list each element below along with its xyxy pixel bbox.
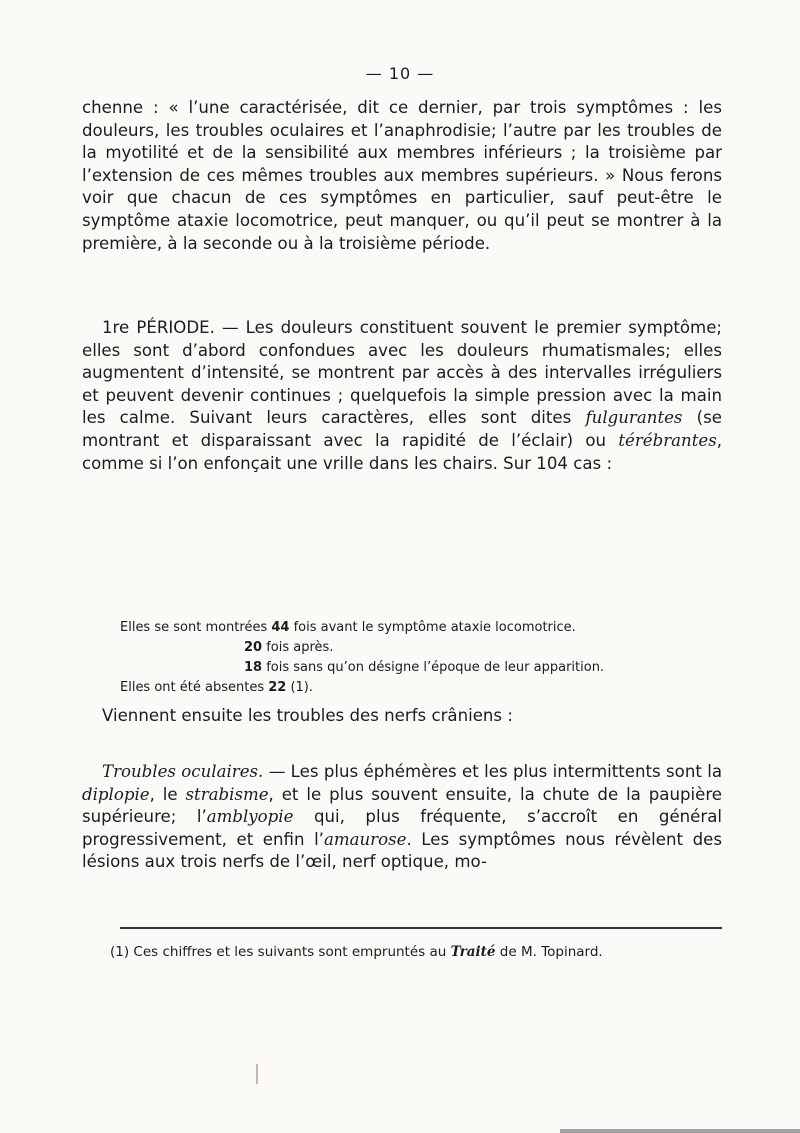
period-text-a: — Les douleurs constituent souvent le premier symptôme; elles sont d’abord confondues avec les douleurs rhumatismales; elles augmentent d’intensité, se montrent par accès à des intervalles irréguliers et peuvent devenir continues ; quelquefois la simple pression avec la main les calme. Suivant leurs caractères, elles sont dites — [82, 318, 722, 428]
paragraph-cranial-nerves — [82, 705, 722, 728]
period-text-c: , comme si l’on enfonçait une vrille dans les chairs. Sur 104 cas : — [82, 430, 722, 473]
term-diplopie: diplopie — [82, 784, 150, 804]
paragraph-cranial-nerves-text: Viennent ensuite les troubles des nerfs crâniens : — [102, 706, 513, 725]
statistics-block — [120, 618, 730, 698]
paragraph-first-period — [82, 317, 722, 475]
paragraph-ocular-troubles: Troubles oculaires. — Les plus éphémères et les plus intermittents sont la diplopie, le strabisme, et le plus souvent ensuite, la chute de la paupière supérieure; l’amblyopie qui, plus fréquente, s’accroît en général progressivement, et enfin l’amaurose. Les symptômes nous révèlent des lésions aux trois nerfs de l’œil, nerf optique, mo- — [82, 762, 722, 872]
period-text-b: (se montrant et disparaissant avec la rapidité de l’éclair) ou — [82, 408, 722, 450]
term-fulgurantes: fulgurantes — [585, 408, 683, 428]
scan-edge-shadow — [560, 1129, 800, 1133]
stat-row: 18 fois sans qu’on désigne l’époque de leur apparition. — [244, 660, 605, 675]
term-amblyopie: amblyopie — [206, 807, 294, 827]
paragraph-intro-text: chenne : « l’une caractérisée, dit ce dernier, par trois symptômes : les douleurs, les troubles oculaires et l’anaphrodisie; l’autre par les troubles de la myotilité et de la sensibilité aux membres inférieurs ; la troisième par l’extension de ces mêmes troubles aux membres supérieurs. » Nous ferons voir que chacun de ces symptômes en particulier, sauf peut-être le symptôme ataxie locomotrice, peut manquer, ou qu’il peut se montrer à la première, à la seconde ou à la troisième période. — [82, 98, 722, 253]
term-terebrantes: térébrantes — [618, 430, 717, 450]
footnote: (1) Ces chiffres et les suivants sont empruntés au Traité de M. Topinard. — [110, 944, 603, 960]
period-heading: 1re PÉRIODE. — [102, 318, 215, 337]
footnote-book-title: Traité — [450, 944, 496, 960]
term-strabisme: strabisme — [185, 784, 269, 804]
term-amaurose: amaurose — [323, 829, 407, 849]
section-heading-ocular: Troubles oculaires. — [102, 762, 264, 781]
stat-row: Elles se sont montrées 44 fois avant le symptôme ataxie locomotrice. — [120, 620, 576, 635]
paragraph-intro — [82, 97, 722, 255]
stat-row: 20 fois après. — [244, 640, 334, 655]
margin-mark — [256, 1064, 258, 1084]
page-number: — 10 — — [365, 64, 435, 83]
footnote-divider — [120, 927, 722, 929]
stat-row: Elles ont été absentes 22 (1). — [120, 680, 313, 695]
